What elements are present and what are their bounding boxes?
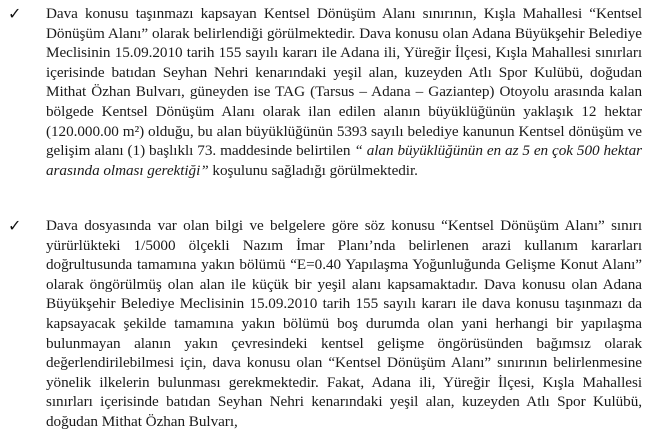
- paragraph-1: [46, 4, 642, 180]
- paragraph-1-lead: Dava konusu taşınmazı kapsayan Kentsel Dönüşüm Alanı sınırının, Kışla Mahallesi “Kentsel Dönüşüm Alanı” olarak belirlendiği görülmektedir. Dava konusu olan Adana Büyükşehir Belediye Meclisinin 15.09.2010 tarih 155 sayılı kararı ile Adana ili, Yüreğir İlçesi, Kışla Mahallesi sınırları içerisinde batıdan Seyhan Nehri kenarındaki yeşil alan, kuzeyden Atlı Spor Kulübü, doğudan Mithat Özhan Bulvarı, güneyden ise TAG (Tarsus – Adana – Gaziantep) Otoyolu arasında kalan bölgede Kentsel Dönüşüm Alanı olarak ilan edilen alanın büyüklüğünün yaklaşık 12 hektar (120.000.00 m²) olduğu, bu alan büyüklüğünün 5393 sayılı belediye kanunun Kentsel dönüşüm ve gelişim alanı (1) başlıklı 73. maddesinde belirtilen: [46, 5, 642, 160]
- bullet-item-1: [8, 4, 642, 180]
- paragraph-2: Dava dosyasında var olan bilgi ve belgelere göre söz konusu “Kentsel Dönüşüm Alanı” sınırı yürürlükteki 1/5000 ölçekli Nazım İmar Planı’nda belirlenen arazi kullanım kararları doğrultusunda tamamına yakın bölümü “E=0.40 Yapılaşma Yoğunluğunda Gelişme Konut Alanı” olarak öngörülmüş olan alan ile küçük bir yeşil alanı kapsamaktadır. Dava konusu olan Adana Büyükşehir Belediye Meclisinin 15.09.2010 tarih 155 sayılı kararı ile dava konusu taşınmazı da kapsayacak şekilde tamamına yakın bölümü boş durumda olan yani herhangi bir yapılaşma bulunmayan alanın yakın çevresindeki kentsel gelişme öngörüsünden bağımsız olarak değerlendirilebilmesi için, dava konusu olan “Kentsel Dönüşüm Alanı” sınırının belirlenmesine yönelik ilkelerin bulunması gerekmektedir. Fakat, Adana ili, Yüreğir İlçesi, Kışla Mahallesi sınırları içerisinde batıdan Seyhan Nehri kenarındaki yeşil alan, kuzeyden Atlı Spor Kulübü, doğudan Mithat Özhan Bulvarı,: [46, 217, 642, 430]
- paragraph-1-tail: koşulunu sağladığı görülmektedir.: [212, 161, 418, 179]
- checkmark-icon: ✓: [8, 4, 22, 23]
- bullet-item-2: [8, 216, 642, 432]
- checkmark-icon: ✓: [8, 216, 22, 235]
- paragraph-1-emphasis: “ alan büyüklüğünün en az 5 en çok 500 hektar arasında olması gerektiği”: [46, 142, 642, 179]
